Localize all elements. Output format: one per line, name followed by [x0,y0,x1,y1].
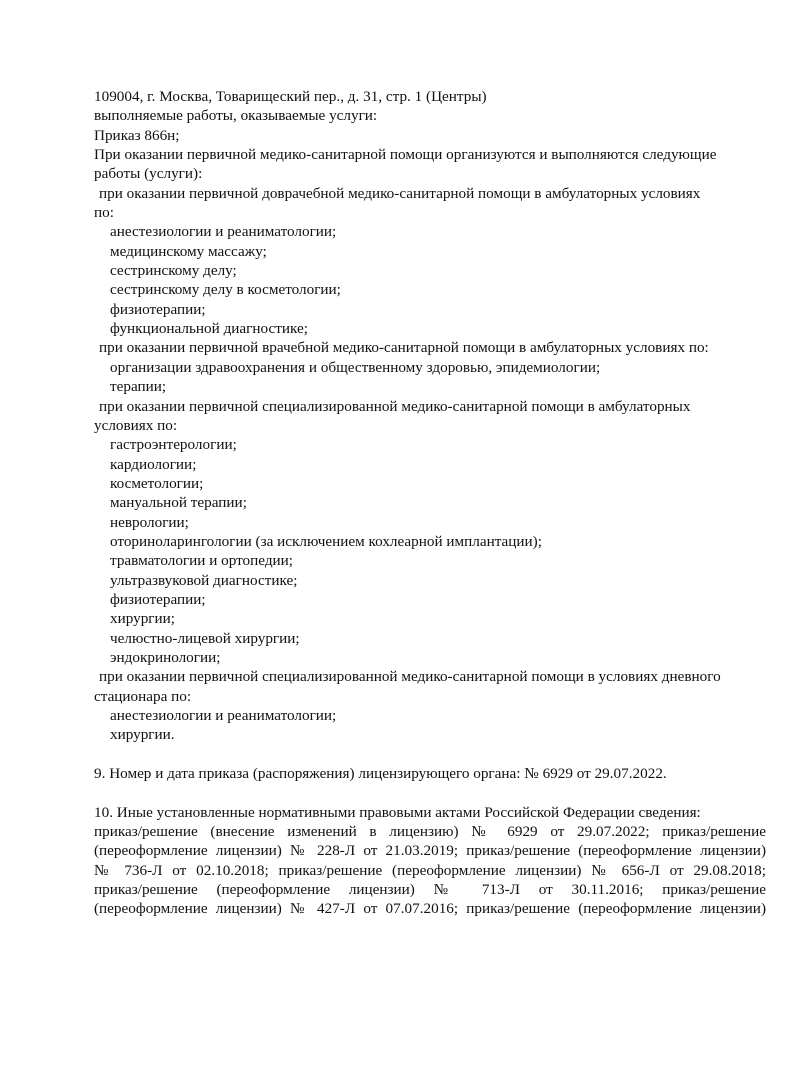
list-item: медицинскому массажу; [110,242,267,260]
works-label: выполняемые работы, оказываемые услуги: [94,107,378,125]
list-item: сестринскому делу в косметологии; [110,281,341,299]
address-line: 109004, г. Москва, Товарищеский пер., д. 31, стр. 1 (Центры) [94,88,487,105]
list-item: косметологии; [110,474,204,492]
section-heading: стационара по: [94,687,192,705]
list-item: мануальной терапии; [110,494,247,512]
list-item: эндокринологии; [110,648,221,666]
section-heading: при оказании первичной врачебной медико-санитарной помощи в амбулаторных условиях по: [99,339,709,357]
list-item: гастроэнтерологии; [110,436,237,454]
document-page [94,87,766,919]
list-item: физиотерапии; [110,300,206,318]
item-10-line: № 736-Л от 02.10.2018; приказ/решение (переоформление лицензии) № 656-Л от 29.08.2018; [94,861,766,879]
section-heading: по: [94,204,114,222]
list-item: функциональной диагностике; [110,320,308,338]
item-10-line: (переоформление лицензии) № 228-Л от 21.03.2019; приказ/решение (переоформление лицензии) [94,842,766,860]
section-heading: при оказании первичной специализированной медико-санитарной помощи в условиях дневного [99,668,721,686]
list-item: кардиологии; [110,455,197,473]
item-10-line: приказ/решение (переоформление лицензии) № 713-Л от 30.11.2016; приказ/решение [94,881,766,899]
item-10-heading: 10. Иные установленные нормативными правовыми актами Российской Федерации сведения: [94,803,701,821]
list-item: травматологии и ортопедии; [110,552,294,570]
list-item: оториноларингологии (за исключением кохлеарной имплантации); [110,532,542,550]
list-item: организации здравоохранения и общественному здоровью, эпидемиологии; [110,358,601,376]
intro-line: работы (услуги): [94,165,203,183]
list-item: хирургии. [110,726,175,744]
list-item: анестезиологии и реаниматологии; [110,223,337,241]
list-item: челюстно-лицевой хирургии; [110,629,300,647]
list-item: физиотерапии; [110,590,206,608]
list-item: анестезиологии и реаниматологии; [110,707,337,724]
item-9-order-number: 9. Номер и дата приказа (распоряжения) лицензирующего органа: № 6929 от 29.07.2022. [94,765,667,783]
list-item: ультразвуковой диагностике; [110,571,298,589]
order-line: Приказ 866н; [94,126,180,144]
list-item: хирургии; [110,610,176,628]
section-heading: при оказании первичной специализированной медико-санитарной помощи в амбулаторных [99,397,691,415]
section-heading: при оказании первичной доврачебной медико-санитарной помощи в амбулаторных условиях [99,184,701,202]
list-item: терапии; [110,378,167,396]
list-item: неврологии; [110,513,189,531]
paragraph-spacer [94,745,766,764]
item-10-line: приказ/решение (внесение изменений в лицензию) № 6929 от 29.07.2022; приказ/решение [94,823,766,841]
paragraph-spacer [94,783,766,802]
item-10-line: (переоформление лицензии) № 427-Л от 07.07.2016; приказ/решение (переоформление лицензии) [94,900,766,918]
list-item: сестринскому делу; [110,262,237,280]
intro-line: При оказании первичной медико-санитарной помощи организуются и выполняются следующие [94,146,717,164]
section-heading: условиях по: [94,416,178,434]
